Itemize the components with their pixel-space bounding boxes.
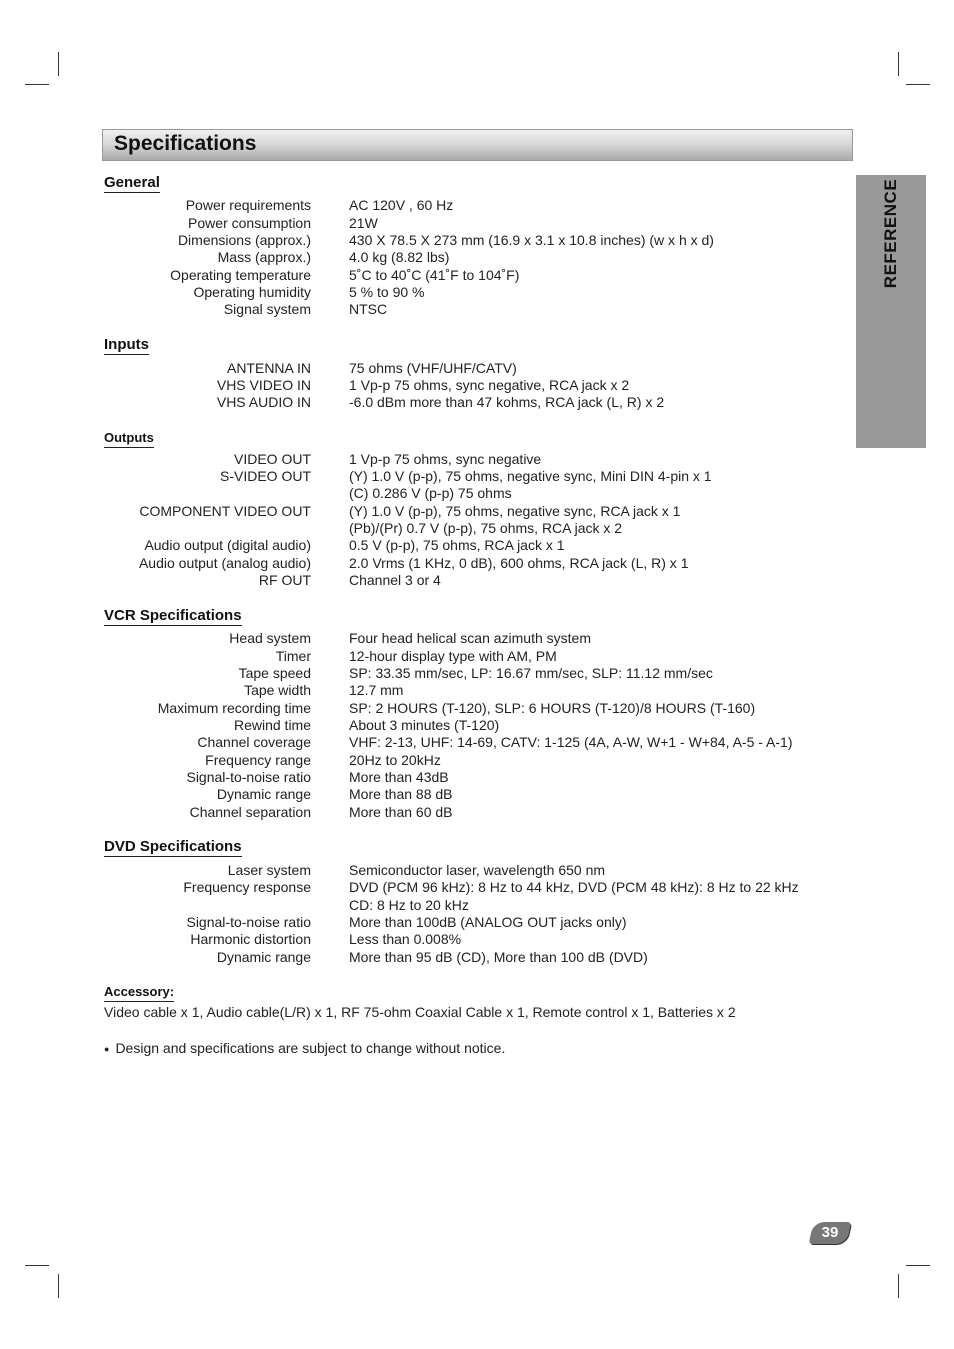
spec-label: Power requirements <box>185 197 311 213</box>
spec-value: DVD (PCM 96 kHz): 8 Hz to 44 kHz, DVD (PCM 48 kHz): 8 Hz to 22 kHz <box>349 879 799 895</box>
spec-row <box>0 536 954 554</box>
spec-row <box>0 751 954 769</box>
spec-label: Channel separation <box>189 804 311 820</box>
spec-value: 1 Vp-p 75 ohms, sync negative <box>349 451 542 467</box>
spec-value: (Y) 1.0 V (p-p), 75 ohms, negative sync, Mini DIN 4-pin x 1 <box>349 468 712 484</box>
spec-row <box>0 376 954 394</box>
spec-label: Dynamic range <box>216 949 311 965</box>
spec-label: Tape speed <box>238 665 311 681</box>
spec-row <box>0 681 954 699</box>
spec-label: Tape width <box>244 682 311 698</box>
spec-row <box>0 450 954 468</box>
spec-label: Timer <box>275 648 311 664</box>
spec-label: Laser system <box>227 862 311 878</box>
spec-value: 5 % to 90 % <box>349 284 425 300</box>
spec-value: CD: 8 Hz to 20 kHz <box>349 897 469 913</box>
spec-value: 0.5 V (p-p), 75 ohms, RCA jack x 1 <box>349 537 565 553</box>
spec-row <box>0 803 954 821</box>
bullet-icon: ● <box>104 1044 110 1055</box>
side-tab-label: REFERENCE <box>881 178 900 289</box>
spec-row <box>0 629 954 647</box>
spec-value: More than 43dB <box>349 769 449 785</box>
accessory-text: Video cable x 1, Audio cable(L/R) x 1, RF 75-ohm Coaxial Cable x 1, Remote control x 1, Batteries x 2 <box>104 1004 736 1020</box>
spec-label: VHS AUDIO IN <box>216 394 311 410</box>
crop-mark <box>906 84 930 85</box>
spec-value: Channel 3 or 4 <box>349 572 441 588</box>
spec-value: 21W <box>349 215 378 231</box>
spec-row <box>0 467 954 485</box>
spec-value: More than 95 dB (CD), More than 100 dB (DVD) <box>349 949 648 965</box>
spec-value: More than 88 dB <box>349 786 453 802</box>
spec-row <box>0 861 954 879</box>
spec-label: Power consumption <box>188 215 311 231</box>
spec-label: VIDEO OUT <box>233 451 311 467</box>
spec-label: Dynamic range <box>216 786 311 802</box>
spec-label: COMPONENT VIDEO OUT <box>139 503 311 519</box>
spec-row <box>0 733 954 751</box>
spec-label: Operating humidity <box>193 284 311 300</box>
spec-value: 75 ohms (VHF/UHF/CATV) <box>349 360 517 376</box>
spec-value: -6.0 dBm more than 47 kohms, RCA jack (L, R) x 2 <box>349 394 665 410</box>
spec-row <box>0 196 954 214</box>
spec-label: VHS VIDEO IN <box>216 377 311 393</box>
spec-value: Less than 0.008% <box>349 931 462 947</box>
spec-value: (Pb)/(Pr) 0.7 V (p-p), 75 ohms, RCA jack x 2 <box>349 520 623 536</box>
spec-row <box>0 948 954 966</box>
spec-value: VHF: 2-13, UHF: 14-69, CATV: 1-125 (4A, A-W, W+1 - W+84, A-5 - A-1) <box>349 734 793 750</box>
spec-row <box>0 768 954 786</box>
spec-row <box>0 231 954 249</box>
spec-label: Rewind time <box>233 717 311 733</box>
crop-mark <box>898 52 899 76</box>
crop-mark <box>25 1265 49 1266</box>
title-bar <box>102 129 853 161</box>
spec-row <box>0 930 954 948</box>
spec-value: 2.0 Vrms (1 KHz, 0 dB), 600 ohms, RCA jack (L, R) x 1 <box>349 555 689 571</box>
spec-row <box>0 266 954 284</box>
spec-value: SP: 2 HOURS (T-120), SLP: 6 HOURS (T-120)/8 HOURS (T-160) <box>349 700 756 716</box>
spec-label: Signal system <box>223 301 311 317</box>
spec-value: 20Hz to 20kHz <box>349 752 441 768</box>
spec-row <box>0 571 954 589</box>
spec-label: Maximum recording time <box>157 700 311 716</box>
spec-value: (C) 0.286 V (p-p) 75 ohms <box>349 485 512 501</box>
crop-mark <box>58 1274 59 1298</box>
spec-row <box>0 878 954 896</box>
spec-row <box>0 716 954 734</box>
footnote-text: Design and specifications are subject to change without notice. <box>115 1040 506 1056</box>
spec-row <box>0 647 954 665</box>
spec-label: Dimensions (approx.) <box>177 232 311 248</box>
spec-row <box>0 896 954 914</box>
spec-value: More than 60 dB <box>349 804 453 820</box>
spec-label: Audio output (analog audio) <box>138 555 311 571</box>
spec-label: Head system <box>229 630 311 646</box>
spec-value: Four head helical scan azimuth system <box>349 630 591 646</box>
spec-value: 5˚C to 40˚C (41˚F to 104˚F) <box>349 267 520 283</box>
spec-label: Mass (approx.) <box>217 249 311 265</box>
spec-label: Audio output (digital audio) <box>144 537 311 553</box>
crop-mark <box>58 52 59 76</box>
spec-label: Operating temperature <box>170 267 311 283</box>
spec-row <box>0 554 954 572</box>
spec-value: SP: 33.35 mm/sec, LP: 16.67 mm/sec, SLP: 11.12 mm/sec <box>349 665 713 681</box>
section-heading-dvd: DVD Specifications <box>104 838 242 855</box>
spec-row <box>0 359 954 377</box>
spec-value: About 3 minutes (T-120) <box>349 717 500 733</box>
spec-row <box>0 300 954 318</box>
section-heading-accessory: Accessory: <box>104 983 174 1002</box>
page-number: 39 <box>821 1224 839 1241</box>
spec-row <box>0 664 954 682</box>
crop-mark <box>25 84 49 85</box>
spec-row <box>0 484 954 502</box>
spec-row <box>0 913 954 931</box>
spec-row <box>0 283 954 301</box>
spec-value: More than 100dB (ANALOG OUT jacks only) <box>349 914 627 930</box>
spec-label: S-VIDEO OUT <box>219 468 311 484</box>
spec-value: 12.7 mm <box>349 682 404 698</box>
spec-label: Signal-to-noise ratio <box>186 914 311 930</box>
spec-value: 430 X 78.5 X 273 mm (16.9 x 3.1 x 10.8 inches) (w x h x d) <box>349 232 714 248</box>
spec-label: Frequency range <box>205 752 311 768</box>
spec-value: NTSC <box>349 301 388 317</box>
spec-label: Harmonic distortion <box>190 931 311 947</box>
spec-value: 1 Vp-p 75 ohms, sync negative, RCA jack x 2 <box>349 377 630 393</box>
section-heading-general: General <box>104 174 160 191</box>
spec-value: (Y) 1.0 V (p-p), 75 ohms, negative sync, RCA jack x 1 <box>349 503 681 519</box>
crop-mark <box>898 1274 899 1298</box>
spec-value: AC 120V , 60 Hz <box>349 197 454 213</box>
spec-row <box>0 502 954 520</box>
spec-label: Signal-to-noise ratio <box>186 769 311 785</box>
section-heading-vcr: VCR Specifications <box>104 607 242 624</box>
section-heading-inputs: Inputs <box>104 336 149 353</box>
spec-label: Channel coverage <box>197 734 311 750</box>
spec-value: Semiconductor laser, wavelength 650 nm <box>349 862 606 878</box>
spec-value: 12-hour display type with AM, PM <box>349 648 557 664</box>
spec-row <box>0 393 954 411</box>
footnote <box>104 1040 505 1056</box>
spec-label: Frequency response <box>183 879 311 895</box>
section-heading-outputs: Outputs <box>104 429 154 448</box>
spec-row <box>0 248 954 266</box>
spec-row <box>0 785 954 803</box>
spec-row <box>0 699 954 717</box>
page-title: Specifications <box>114 132 257 155</box>
spec-label: RF OUT <box>258 572 311 588</box>
spec-row <box>0 214 954 232</box>
spec-label: ANTENNA IN <box>226 360 311 376</box>
crop-mark <box>906 1265 930 1266</box>
spec-value: 4.0 kg (8.82 lbs) <box>349 249 450 265</box>
spec-row <box>0 519 954 537</box>
